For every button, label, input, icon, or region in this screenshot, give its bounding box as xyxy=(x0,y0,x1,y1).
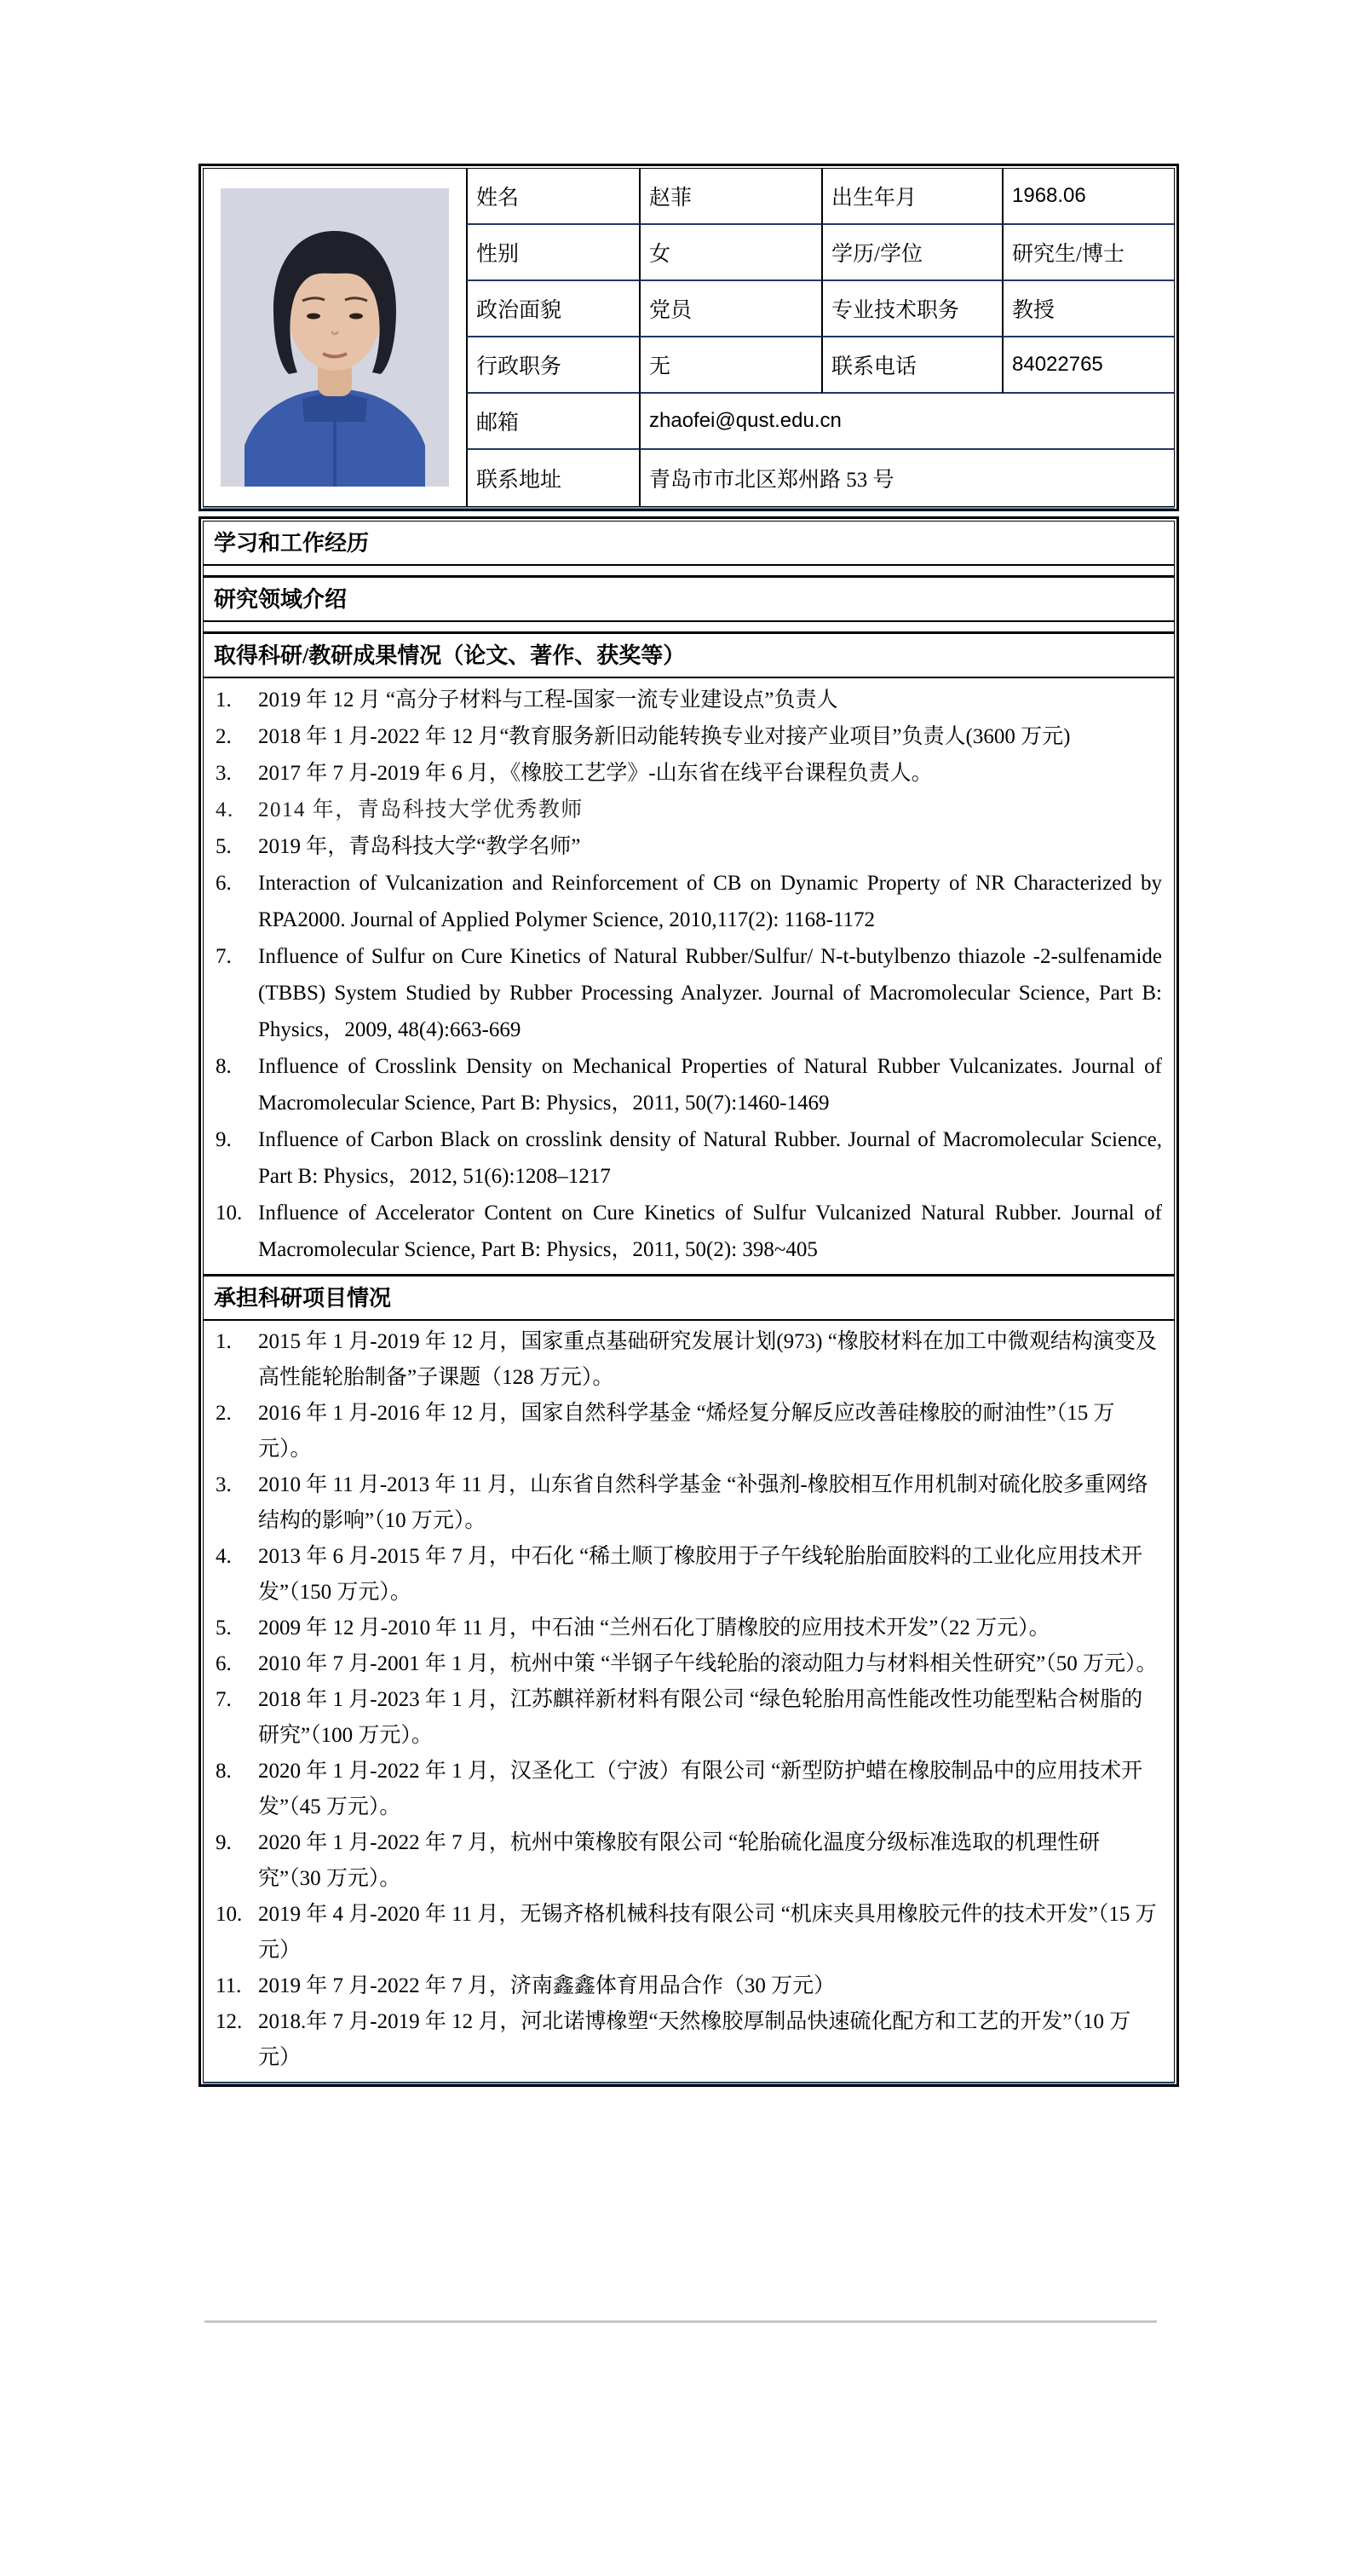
value-text: 无 xyxy=(649,355,671,378)
item-number: 5. xyxy=(216,1616,232,1640)
item-number: 2. xyxy=(216,1402,232,1425)
label-text: 性别 xyxy=(476,243,520,266)
section-header-projects: 承担科研项目情况 xyxy=(204,1276,1174,1321)
info-value-political-status xyxy=(639,281,821,337)
label-text: 出生年月 xyxy=(831,187,917,210)
item-text: 2009 年 12 月-2010 年 11 月，中石油 “兰州石化丁腈橡胶的应用技术开发”（22 万元）。 xyxy=(258,1616,1050,1640)
label-text: 学历/学位 xyxy=(831,243,923,266)
project-item xyxy=(214,1539,1164,1611)
info-value-address xyxy=(639,450,1174,506)
details-table-inner xyxy=(203,521,1175,2083)
info-value-gender xyxy=(639,225,821,281)
item-number: 6. xyxy=(216,1652,232,1675)
item-number: 1. xyxy=(216,1330,232,1353)
value-text: 84022765 xyxy=(1012,353,1103,376)
section-header-research-area: 研究领域介绍 xyxy=(204,578,1174,622)
info-label-admin-post xyxy=(466,337,639,394)
item-number: 3. xyxy=(216,762,232,785)
label-text: 姓名 xyxy=(476,187,520,210)
section-body-projects xyxy=(204,1321,1174,2082)
right-eye xyxy=(349,314,363,320)
item-text: 2016 年 1 月-2016 年 12 月，国家自然科学基金 “烯烃复分解反应改善硅橡胶的耐油性”（15 万元）。 xyxy=(258,1402,1115,1461)
item-number: 11. xyxy=(216,1974,242,1997)
info-value-professional-title xyxy=(1002,281,1174,337)
item-number: 8. xyxy=(216,1760,232,1783)
achievement-item xyxy=(214,828,1164,865)
achievement-item xyxy=(214,755,1164,792)
label-text: 邮箱 xyxy=(476,412,520,435)
info-label-phone xyxy=(821,337,1002,394)
photo-cell xyxy=(204,169,466,506)
item-number: 10. xyxy=(216,1903,243,1926)
left-eye xyxy=(307,314,320,320)
item-number: 7. xyxy=(216,1688,232,1711)
value-text: 党员 xyxy=(649,299,693,322)
achievement-item xyxy=(214,938,1164,1048)
item-number: 2. xyxy=(216,725,232,748)
section-body-education xyxy=(204,566,1174,578)
project-item xyxy=(214,1611,1164,1646)
info-label-degree xyxy=(821,225,1002,281)
section-header-achievements: 取得科研/教研成果情况（论文、著作、获奖等） xyxy=(204,634,1174,678)
info-label-email xyxy=(466,394,639,450)
achievement-item xyxy=(214,792,1164,828)
item-text: 2010 年 7 月-2001 年 1 月，杭州中策 “半钢子午线轮胎的滚动阻力与材料相关性研究”（50 万元）。 xyxy=(258,1652,1158,1675)
info-value-birthdate xyxy=(1002,169,1174,225)
item-text: Influence of Carbon Black on crosslink density of Natural Rubber. Journal of Macromolecular Science, Part B: Physics，2012, 51(6):1208–1217 xyxy=(258,1128,1162,1188)
item-number: 6. xyxy=(216,872,232,895)
item-text: 2019 年 4 月-2020 年 11 月，无锡齐格机械科技有限公司 “机床夹具用橡胶元件的技术开发”（15 万元） xyxy=(258,1903,1157,1962)
project-item xyxy=(214,1754,1164,1825)
item-text: 2019 年，青岛科技大学“教学名师” xyxy=(258,835,581,858)
item-text: Influence of Sulfur on Cure Kinetics of Natural Rubber/Sulfur/ N-t-butylbenzo thiazole -2-sulfenamide (TBBS) System Studied by Rubber Processing Analyzer. Journal of Macromolecular Science, Part B: Physics，2009, 48(4):663-669 xyxy=(258,945,1162,1041)
info-label-gender xyxy=(466,225,639,281)
address-text: 青岛市市北区郑州路 53 号 xyxy=(649,469,894,492)
info-value-email xyxy=(639,394,1174,450)
achievement-item xyxy=(214,718,1164,755)
item-number: 3. xyxy=(216,1473,232,1496)
item-text: 2010 年 11 月-2013 年 11 月，山东省自然科学基金 “补强剂-橡胶相互作用机制对硫化胶多重网络结构的影响”（10 万元）。 xyxy=(258,1473,1148,1532)
label-text: 政治面貌 xyxy=(476,299,562,322)
item-text: 2018 年 1 月-2022 年 12 月“教育服务新旧动能转换专业对接产业项目”负责人(3600 万元) xyxy=(258,725,1071,748)
item-text: 2018 年 1 月-2023 年 1 月，江苏麒祥新材料有限公司 “绿色轮胎用高性能改性功能型粘合树脂的研究”（100 万元）。 xyxy=(258,1688,1143,1747)
item-number: 1. xyxy=(216,689,232,712)
project-item xyxy=(214,1396,1164,1467)
item-text: 2019 年 12 月 “高分子材料与工程-国家一流专业建设点”负责人 xyxy=(258,689,838,712)
email-text: zhaofei@qust.edu.cn xyxy=(649,409,842,432)
item-text: 2020 年 1 月-2022 年 7 月，杭州中策橡胶有限公司 “轮胎硫化温度分级标准选取的机理性研究”（30 万元）。 xyxy=(258,1831,1101,1890)
item-text: 2019 年 7 月-2022 年 7 月，济南鑫鑫体育用品合作（30 万元） xyxy=(258,1974,836,1997)
project-item xyxy=(214,1467,1164,1539)
project-item xyxy=(214,1646,1164,1682)
label-text: 专业技术职务 xyxy=(831,299,960,322)
project-item xyxy=(214,1324,1164,1396)
item-number: 10. xyxy=(216,1202,243,1225)
info-value-name xyxy=(639,169,821,225)
value-text: 赵菲 xyxy=(649,187,693,210)
achievement-item xyxy=(214,1121,1164,1195)
item-number: 12. xyxy=(216,2010,243,2033)
info-label-address xyxy=(466,450,639,506)
item-number: 8. xyxy=(216,1055,232,1078)
item-number: 9. xyxy=(216,1831,232,1854)
item-text: 2020 年 1 月-2022 年 1 月，汉圣化工（宁波）有限公司 “新型防护蜡在橡胶制品中的应用技术开发”（45 万元）。 xyxy=(258,1760,1143,1818)
item-number: 7. xyxy=(216,945,232,968)
info-value-phone xyxy=(1002,337,1174,394)
info-value-degree xyxy=(1002,225,1174,281)
label-text: 联系地址 xyxy=(476,469,562,492)
achievement-item xyxy=(214,865,1164,938)
info-value-admin-post xyxy=(639,337,821,394)
item-text: 2015 年 1 月-2019 年 12 月，国家重点基础研究发展计划(973) “橡胶材料在加工中微观结构演变及高性能轮胎制备”子课题（128 万元）。 xyxy=(258,1330,1157,1389)
personal-info-table-inner xyxy=(203,168,1175,507)
project-item xyxy=(214,1897,1164,1968)
item-text: 2017 年 7 月-2019 年 6 月，《橡胶工艺学》-山东省在线平台课程负责人。 xyxy=(258,762,933,785)
label-text: 行政职务 xyxy=(476,355,562,378)
details-table xyxy=(198,516,1179,2087)
value-text: 女 xyxy=(649,243,671,266)
item-text: 2013 年 6 月-2015 年 7 月，中石化 “稀土顺丁橡胶用于子午线轮胎胎面胶料的工业化应用技术开发”（150 万元）。 xyxy=(258,1545,1143,1604)
section-body-research-area xyxy=(204,622,1174,634)
item-number: 9. xyxy=(216,1128,232,1151)
personal-info-grid xyxy=(204,169,1174,506)
item-text: 2018.年 7 月-2019 年 12 月，河北诺博橡塑“天然橡胶厚制品快速硫化配方和工艺的开发”（10 万元） xyxy=(258,2010,1131,2069)
achievement-item xyxy=(214,682,1164,718)
project-item xyxy=(214,2004,1164,2076)
item-number: 5. xyxy=(216,835,232,858)
achievement-item xyxy=(214,1195,1164,1268)
item-text: Influence of Crosslink Density on Mechanical Properties of Natural Rubber Vulcanizates. Journal of Macromolecular Science, Part B: Physics，2011, 50(7):1460-1469 xyxy=(258,1055,1162,1115)
info-label-political-status xyxy=(466,281,639,337)
footer-divider xyxy=(204,2320,1157,2323)
info-label-professional-title xyxy=(821,281,1002,337)
section-body-achievements xyxy=(204,678,1174,1276)
project-item xyxy=(214,1968,1164,2004)
item-text: 2014 年，青岛科技大学优秀教师 xyxy=(258,798,584,821)
project-item xyxy=(214,1682,1164,1754)
label-text: 联系电话 xyxy=(831,355,917,378)
resume-document xyxy=(198,164,1179,2087)
achievement-item xyxy=(214,1048,1164,1121)
personal-info-table xyxy=(198,164,1179,511)
item-number: 4. xyxy=(216,1545,232,1568)
section-header-education: 学习和工作经历 xyxy=(204,522,1174,566)
info-label-birthdate xyxy=(821,169,1002,225)
value-text: 研究生/博士 xyxy=(1012,243,1125,266)
project-item xyxy=(214,1825,1164,1897)
item-number: 4. xyxy=(216,798,234,821)
item-text: Influence of Accelerator Content on Cure Kinetics of Sulfur Vulcanized Natural Rubber. Journal of Macromolecular Science, Part B: Physics，2011, 50(2): 398~405 xyxy=(258,1202,1162,1261)
value-text: 教授 xyxy=(1012,299,1056,322)
item-text: Interaction of Vulcanization and Reinforcement of CB on Dynamic Property of NR Characterized by RPA2000. Journal of Applied Polymer Science, 2010,117(2): 1168-1172 xyxy=(258,872,1162,931)
value-text: 1968.06 xyxy=(1012,184,1086,207)
info-label-name xyxy=(466,169,639,225)
portrait-photo xyxy=(221,188,449,487)
